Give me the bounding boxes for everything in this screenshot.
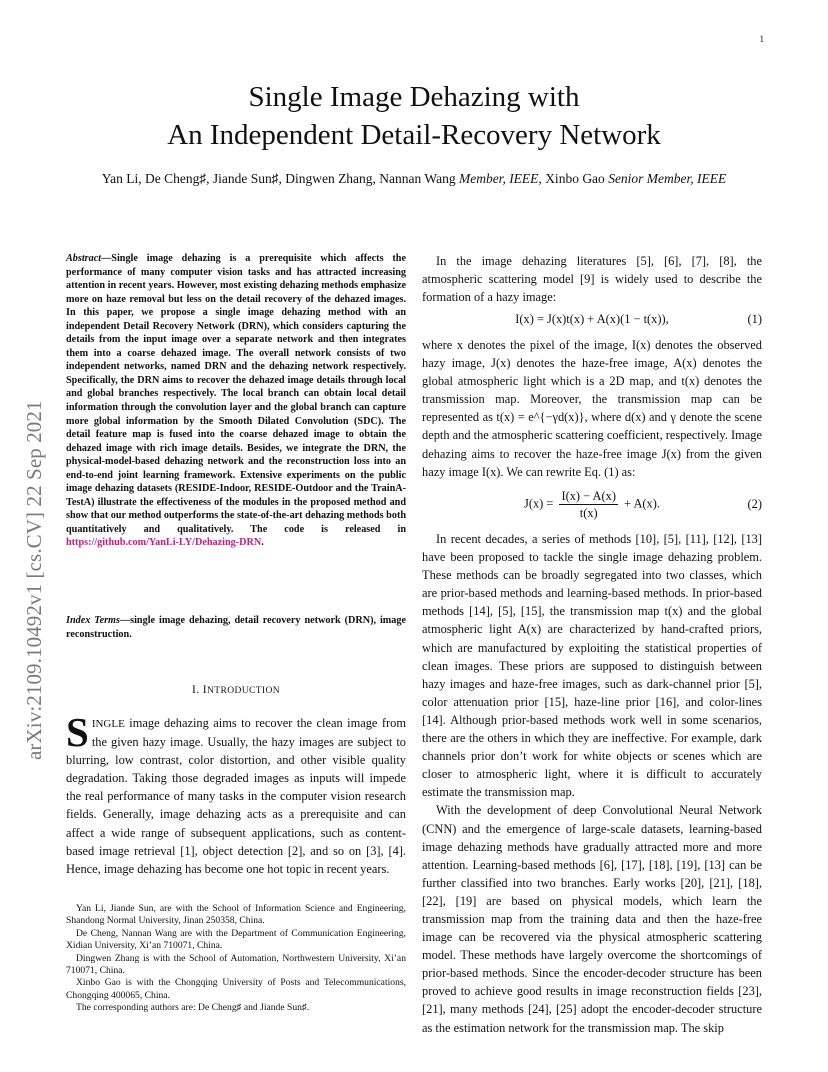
equation-2-numerator: I(x) − A(x) xyxy=(561,489,616,503)
equation-1 xyxy=(422,310,762,328)
drop-cap: S xyxy=(66,709,89,755)
abstract-text: —Single image dehazing is a prerequisite which affects the performance of many computer vision tasks and has attracted increasing attention in recent years. However, most existing dehazing methods emphasize more on haze removal but less on the detail recovery of the dehazed images. In this paper, we propose a single image dehazing method with an independent Detail Recovery Network (DRN), which considers capturing the details from the input image over a separate network and then integrates them into a coarse dehazed image. The overall network consists of two independent networks, named DRN and the dehazing network respectively. Specifically, the DRN aims to recover the dehazed image details through local and global branches respectively. The local branch can obtain local detail information through the convolution layer and the global branch can capture more global information by the Smooth Dilated Convolution (SDC). The detail feature map is fused into the coarse dehazed image to obtain the dehazed image with rich image details. Besides, we integrate the DRN, the physical-model-based dehazing network and the reconstruction loss into an end-to-end joint learning framework. Extensive experiments on the public image dehazing datasets (RESIDE-Indoor, RESIDE-Outdoor and the TrainA-TestA) illustrate the effectiveness of the modules in the proposed method and show that our method outperforms the state-of-the-art dehazing methods both quantitatively and qualitatively. The code is released in xyxy=(66,253,406,535)
footnote: Yan Li, Jiande Sun, are with the School of Information Science and Engineering, Shandong Normal University, Jinan 250358, China. xyxy=(66,903,406,927)
equation-2-denominator: t(x) xyxy=(579,506,598,520)
title-line-1: Single Image Dehazing with xyxy=(248,81,580,113)
paragraph: where x denotes the pixel of the image, I(x) denotes the observed hazy image, J(x) denotes the haze-free image, A(x) denotes the global atmospheric light which is a 2D map, and t(x) denotes the transmission map. Moreover, the transmission map can be represented as t(x) = e^{−γd(x)}, where d(x) and γ denote the scene depth and the atmospheric scattering coefficient, respectively. Image dehazing aims to recover the haze-free image J(x) from the given hazy image I(x). We can rewrite Eq. (1) as: xyxy=(422,338,762,479)
equation-1-body: I(x) = J(x)t(x) + A(x)(1 − t(x)), xyxy=(515,312,669,326)
right-column-para-3 xyxy=(422,530,762,1037)
paragraph: In the image dehazing literatures [5], [6], [7], [8], the atmospheric scattering model [9] is widely used to describe the formation of a hazy image: xyxy=(422,254,762,305)
equation-2-rhs: + A(x). xyxy=(620,496,660,511)
section-title-rest: NTRODUCTION xyxy=(207,686,281,696)
authors-part-2: Xinbo Gao xyxy=(541,171,609,186)
section-first-letter: I xyxy=(202,684,207,696)
footnote: Xinbo Gao is with the Chongqing University of Posts and Telecommunications, Chongqing 400065, China. xyxy=(66,977,406,1001)
index-terms-text: —single image dehazing, detail recovery network (DRN), image reconstruction. xyxy=(66,615,406,640)
abstract xyxy=(66,252,406,550)
footnotes xyxy=(66,903,406,1015)
index-terms-label: Index Terms xyxy=(66,615,120,626)
abstract-label: Abstract xyxy=(66,253,102,264)
equation-2 xyxy=(422,488,762,524)
paper-title xyxy=(60,78,768,154)
page-number: 1 xyxy=(759,34,764,44)
section-number: I. xyxy=(191,684,203,696)
footnote: Dingwen Zhang is with the School of Automation, Northwestern University, Xi’an 710071, China. xyxy=(66,952,406,977)
abstract-end: . xyxy=(261,537,264,549)
right-column-para-1 xyxy=(422,252,762,306)
footnote: De Cheng, Nannan Wang are with the Department of Communication Engineering, Xidian University, Xi’an 710071, China. xyxy=(66,927,406,952)
title-line-2: An Independent Detail-Recovery Network xyxy=(167,119,661,151)
paragraph: With the development of deep Convolutional Neural Network (CNN) and the emergence of large-scale datasets, learning-based image dehazing methods have gradually attracted more and more attention. Learning-based methods [6], [17], [18], [19], [13] can be further classified into two branches. Early works [20], [21], [18], [22], [19] are based on physical models, which learn the transmission map from the training data and then the haze-free image can be recovered via the physical atmospheric scattering model. These methods have largely overcome the shortcomings of prior-based methods. Since the encoder-decoder structure has been proved to achieve good results in image reconstruction fields [23], [21], many methods [24], [25] adopt the encoder-decoder structure as the estimation network for the transmission map. The skip xyxy=(422,803,762,1035)
intro-smallcaps: INGLE xyxy=(91,718,125,730)
intro-paragraph xyxy=(66,709,406,878)
equation-2-number: (2) xyxy=(747,497,762,511)
section-heading-introduction xyxy=(66,684,406,696)
footnote: The corresponding authors are: De Cheng♯ and Jiande Sun♯. xyxy=(76,1002,310,1014)
equation-2-lhs: J(x) = xyxy=(524,496,557,511)
intro-text: image dehazing aims to recover the clean image from the given hazy image. Usually, the hazy images are subject to blurring, low contrast, color distortion, and other visible quality degradation. Taking those degraded images as inputs will impede the real performance of many tasks in the computer vision research fields. Generally, image dehazing acts as a prerequisite and can affect a wide range of subsequent applications, such as content-based image retrieval [1], object detection [2], and so on [3], [4]. Hence, image dehazing has become one hot topic in recent years. xyxy=(66,716,406,876)
paragraph: In recent decades, a series of methods [10], [5], [11], [12], [13] have been proposed to tackle the single image dehazing problem. These methods can be broadly segregated into two classes, which are prior-based methods and learning-based methods. In prior-based methods [14], [5], [15], the transmission map t(x) and the global atmospheric light A(x) are characterized by hand-crafted priors, which are manufactured by exploiting the statistical properties of clean images. These priors are supposed to distinguish between hazy images and haze-free images, such as dark-channel prior [5], color attenuation prior [15], haze-line prior [16], and color-lines [14]. Although prior-based methods work well in some scenarios, there are the others in which they are ineffective. For example, dark channels prior don’t work for white objects or scenes which are closer to atmospheric light, where it is difficult to accurately estimate the transmission map. xyxy=(422,532,762,800)
index-terms xyxy=(66,614,406,641)
right-column-para-2 xyxy=(422,336,762,481)
equation-2-fraction xyxy=(559,488,617,521)
author-list xyxy=(100,170,728,188)
arxiv-identifier: arXiv:2109.10492v1 [cs.CV] 22 Sep 2021 xyxy=(22,400,46,760)
equation-1-number: (1) xyxy=(747,312,762,326)
authors-member-1: Member, IEEE, xyxy=(458,171,542,186)
authors-part-1: Yan Li, De Cheng♯, Jiande Sun♯, Dingwen Zhang, Nannan Wang xyxy=(101,171,459,186)
authors-member-2: Senior Member, IEEE xyxy=(608,171,727,186)
code-link[interactable]: https://github.com/YanLi-LY/Dehazing-DRN xyxy=(66,537,262,549)
